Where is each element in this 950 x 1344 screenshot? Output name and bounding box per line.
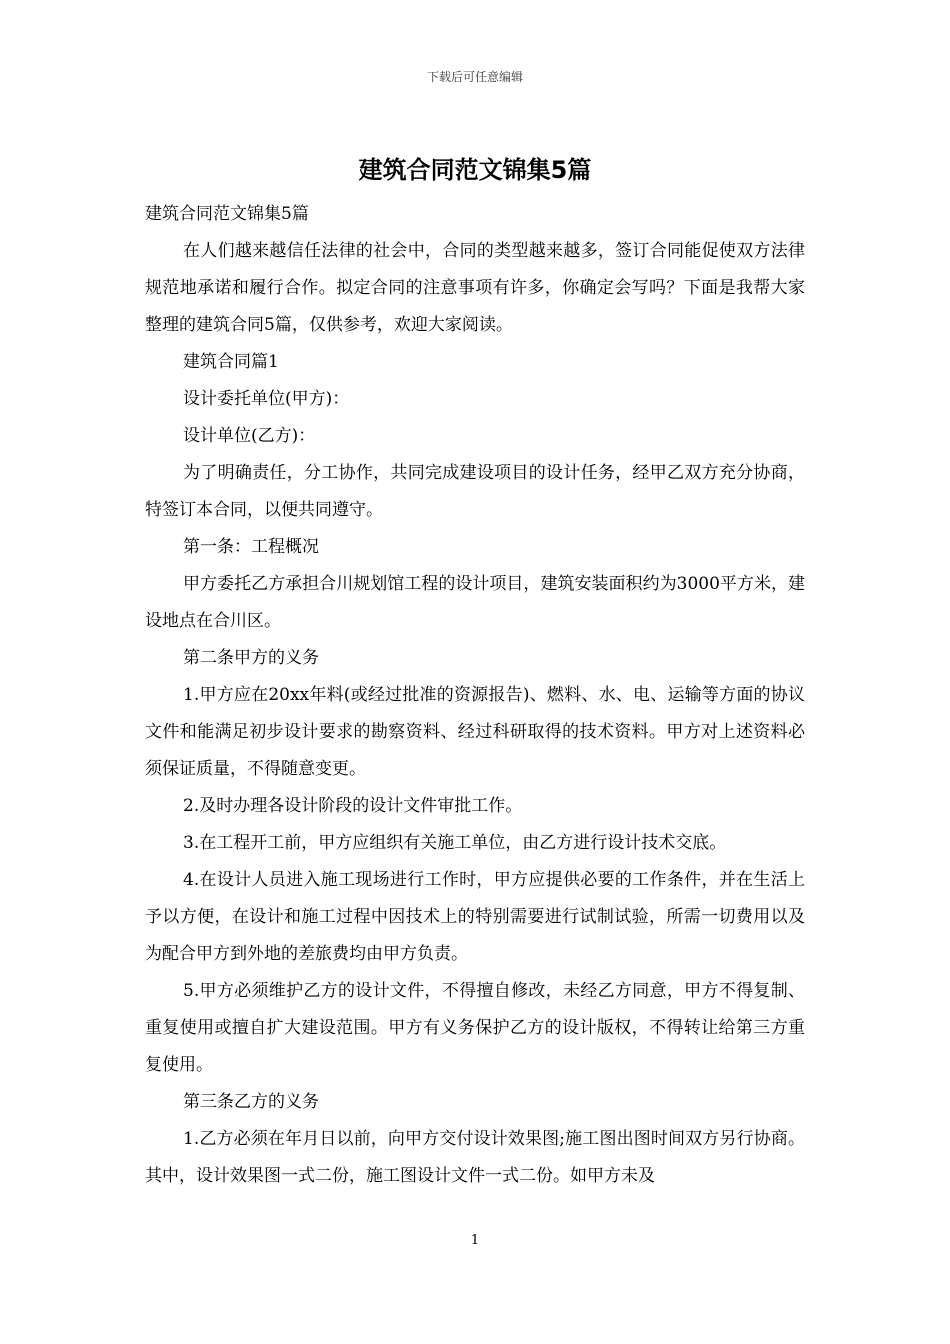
article-2-item-3: 3.在工程开工前，甲方应组织有关施工单位，由乙方进行设计技术交底。	[183, 833, 727, 853]
article-2-item-5: 5.甲方必须维护乙方的设计文件，不得擅自修改，未经乙方同意，甲方不得复制、重复使用或擅自扩大建设范围。甲方有义务保护乙方的设计版权，不得转让给第三方重复使用。	[145, 981, 805, 1075]
article-2-item-4: 4.在设计人员进入施工现场进行工作时，甲方应提供必要的工作条件，并在生活上予以方便，在设计和施工过程中因技术上的特别需要进行试制试验，所需一切费用以及为配合甲方到外地的差旅费均由甲方负责。	[145, 870, 805, 964]
article-2-item-1: 1.甲方应在20xx年料(或经过批准的资源报告)、燃料、水、电、运输等方面的协议文件和能满足初步设计要求的勘察资料、经过科研取得的技术资料。甲方对上述资料必须保证质量，不得随意变更。	[145, 685, 805, 779]
article-1-heading: 第一条：工程概况	[183, 537, 319, 557]
page-number: 1	[470, 1233, 480, 1248]
article-2-item-2: 2.及时办理各设计阶段的设计文件审批工作。	[183, 796, 523, 816]
section-heading-contract-1: 建筑合同篇1	[183, 352, 279, 372]
document-subtitle: 建筑合同范文锦集5篇	[145, 204, 309, 224]
article-1-body: 甲方委托乙方承担合川规划馆工程的设计项目，建筑安装面积约为3000平方米，建设地点在合川区。	[145, 574, 805, 631]
paragraph-intro: 在人们越来越信任法律的社会中，合同的类型越来越多，签订合同能促使双方法律规范地承诺和履行合作。拟定合同的注意事项有许多，你确定会写吗？下面是我帮大家整理的建筑合同5篇，仅供参考，欢迎大家阅读。	[145, 241, 805, 335]
article-3-heading: 第三条乙方的义务	[183, 1092, 319, 1112]
party-b-line: 设计单位(乙方)：	[183, 426, 316, 446]
article-3-item-1: 1.乙方必须在年月日以前，向甲方交付设计效果图;施工图出图时间双方另行协商。其中，设计效果图一式二份，施工图设计文件一式二份。如甲方未及	[145, 1129, 805, 1186]
party-a-line: 设计委托单位(甲方)：	[183, 389, 350, 409]
paragraph-purpose: 为了明确责任，分工协作，共同完成建设项目的设计任务，经甲乙双方充分协商，特签订本合同，以便共同遵守。	[145, 463, 805, 520]
article-2-heading: 第二条甲方的义务	[183, 648, 319, 668]
header-note: 下载后可任意编辑	[426, 70, 523, 84]
document-title: 建筑合同范文锦集5篇	[358, 156, 592, 184]
document-body	[145, 196, 805, 1195]
